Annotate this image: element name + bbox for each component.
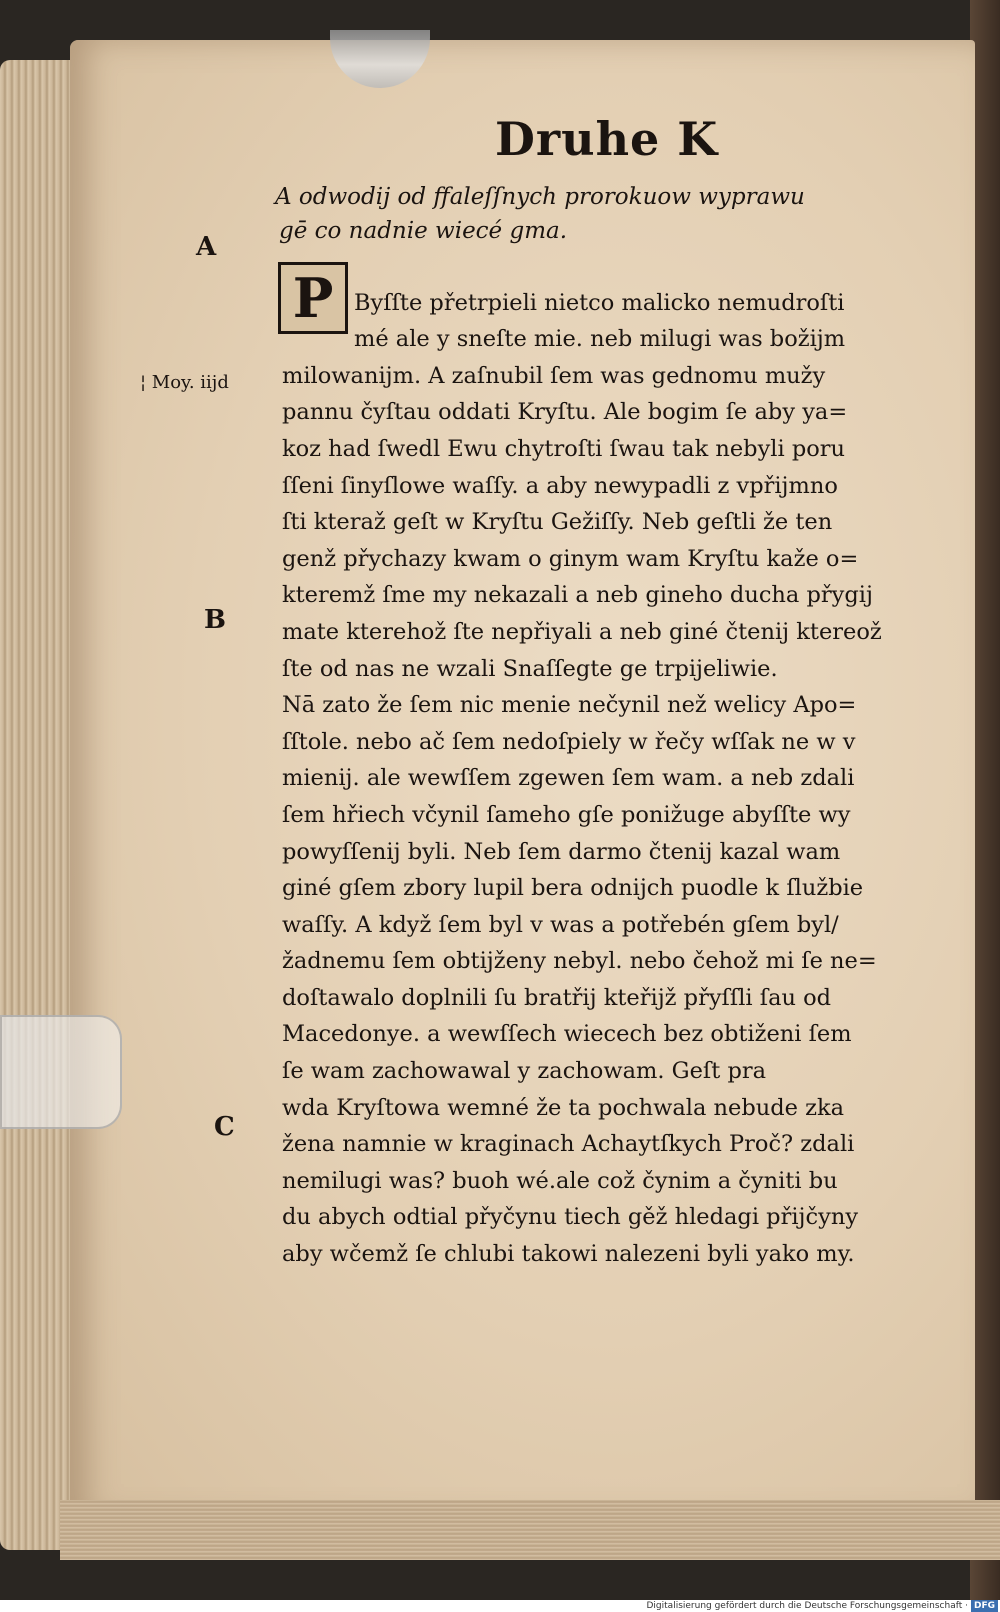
text-line: waſſy. A když ſem byl v was a potřebén gſem byl/ <box>282 911 839 938</box>
text-line: ſe wam zachowawal y zachowam. Geſt pra <box>282 1058 767 1085</box>
dfg-logo: DFG <box>971 1600 998 1612</box>
text-line: žena namnie w kraginach Achaytſkych Proč? zdali <box>282 1131 855 1158</box>
text-line: mé ale y sneſte mie. neb milugi was božijm <box>354 326 846 353</box>
text-line: žadnemu ſem obtijženy nebyl. nebo čehož mi ſe ne= <box>282 948 877 975</box>
text-line: Byſſte přetrpieli nietco malicko nemudroſti <box>354 289 845 316</box>
body-text <box>282 248 932 1273</box>
text-line: ſſtole. nebo ač ſem nedoſpiely w řečy wſſak ne w v <box>282 728 856 755</box>
text-line: nemilugi was? buoh wé.ale což čynim a čyniti bu <box>282 1167 838 1194</box>
margin-note-b: B <box>204 605 226 635</box>
argument-line: gē co nadnie wiecé gma. <box>279 218 568 244</box>
bottom-page-edges <box>60 1500 1000 1560</box>
text-line: ſem hřiech včynil ſameho gſe ponižuge abyſſte wy <box>282 801 851 828</box>
text-line: mienij. ale wewſſem zgewen ſem wam. a neb zdali <box>282 765 855 792</box>
text-line: wda Kryſtowa wemné že ta pochwala nebude zka <box>282 1094 844 1121</box>
text-line: koz had ſwedl Ewu chytroſti ſwau tak nebyli poru <box>282 435 846 462</box>
initial-letter: P <box>292 266 334 330</box>
text-line: ſte od nas ne wzali Snaſſegte ge trpijeliwie. <box>282 655 778 682</box>
text-line: pannu čyſtau oddati Kryſtu. Ale bogim ſe aby ya= <box>282 399 848 426</box>
credit-text: Digitalisierung gefördert durch die Deutsche Forschungsgemeinschaft · <box>646 1601 968 1611</box>
digitization-credit <box>0 1600 1000 1612</box>
text-line: mate kterehož ſte nepřiyali a neb giné čtenij ktereož <box>282 618 882 645</box>
text-line: aby wčemž ſe chlubi takowi nalezeni byli yako my. <box>282 1241 855 1268</box>
text-line: Nā zato že ſem nic menie nečynil než welicy Apo= <box>282 692 857 719</box>
text-line: doſtawalo doplnili ſu bratřij kteřijž přyſſli ſau od <box>282 984 832 1011</box>
page-clip-left <box>0 1015 122 1129</box>
text-line: Macedonye. a wewſſech wiecech bez obtiženi ſem <box>282 1021 852 1048</box>
text-line: giné gſem zbory lupil bera odnijch puodle k ſlužbie <box>282 875 864 902</box>
text-line: ſſeni ſinyſlowe waſſy. a aby newypadli z vpřijmno <box>282 472 838 499</box>
text-line: kteremž ſme my nekazali a neb gineho ducha přygij <box>282 582 873 609</box>
margin-note-reference: ¦ Moy. iijd <box>140 372 229 393</box>
text-line: milowanijm. A zaſnubil ſem was gednomu mužy <box>282 362 826 389</box>
margin-note-c: C <box>214 1112 235 1142</box>
chapter-argument <box>275 180 915 248</box>
text-line: ſti kteraž geſt w Kryſtu Gežiſſy. Neb geſtli že ten <box>282 509 833 536</box>
argument-line: A odwodij od ffaleſſnych prorokuow wyprawu <box>275 184 805 210</box>
text-line: powyſſenij byli. Neb ſem darmo čtenij kazal wam <box>282 838 841 865</box>
text-line: du abych odtial přyčynu tiech gěž hledagi přijčyny <box>282 1204 859 1231</box>
text-line: genž přychazy kwam o ginym wam Kryſtu kaže o= <box>282 545 859 572</box>
margin-note-a: A <box>196 232 217 262</box>
running-head: Druhe K <box>495 112 719 166</box>
